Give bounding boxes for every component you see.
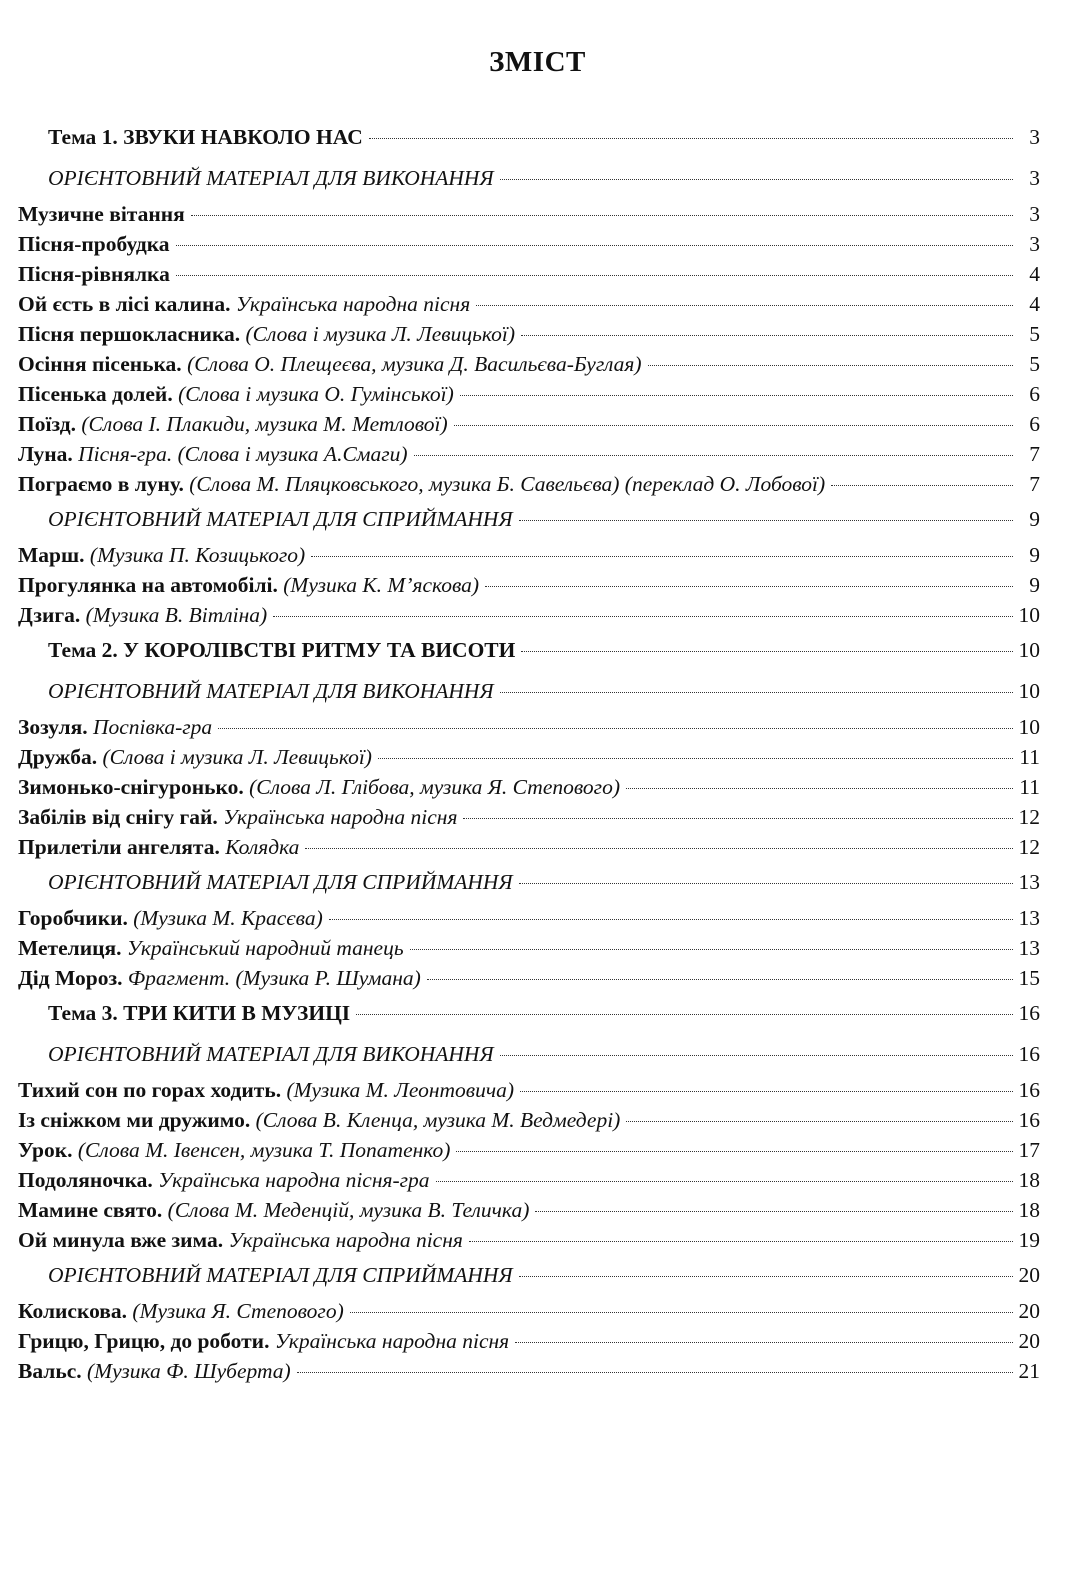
toc-entry-subtitle: (Слова і музика Л. Левицької): [102, 745, 372, 769]
toc-entry-subtitle: Українська народна пісня: [228, 1228, 463, 1252]
toc-entry-subtitle: (Музика М. Красєва): [133, 906, 323, 930]
toc-entry-subtitle: (Музика Я. Степового): [132, 1299, 344, 1323]
theme-title: Тема 1. ЗВУКИ НАВКОЛО НАС: [48, 125, 363, 149]
toc-entry-subtitle: (Музика К. М’яскова): [283, 573, 480, 597]
toc-entry-label: [18, 1356, 291, 1386]
page-number: 10: [1018, 603, 1040, 627]
toc-entry-subtitle: (Музика М. Леонтовича): [286, 1078, 515, 1102]
toc-entry: [18, 409, 1040, 439]
toc-section-heading: [18, 158, 1040, 199]
section-title: ОРІЄНТОВНИЙ МАТЕРІАЛ ДЛЯ ВИКОНАННЯ: [48, 166, 494, 190]
toc-entry: [18, 1326, 1040, 1356]
dot-leader: [273, 615, 1013, 617]
toc-entry-label: [18, 903, 323, 933]
page-number: 15: [1018, 966, 1040, 990]
toc-entry-title: Горобчики.: [18, 906, 128, 930]
toc-entry-subtitle: (Музика П. Козицького): [89, 543, 306, 567]
page-number: 10: [1018, 638, 1040, 662]
dot-leader: [463, 817, 1013, 819]
dot-leader: [176, 274, 1013, 276]
toc-entry-title: Забілів від снігу гай.: [18, 805, 218, 829]
section-title: ОРІЄНТОВНИЙ МАТЕРІАЛ ДЛЯ СПРИЙМАННЯ: [48, 1263, 513, 1287]
dot-leader: [626, 1120, 1013, 1122]
toc-section-heading: [18, 1255, 1040, 1296]
toc-entry-subtitle: Поспівка-гра: [92, 715, 213, 739]
dot-leader: [519, 519, 1013, 521]
toc-entry: [18, 229, 1040, 259]
page-number: 9: [1029, 543, 1040, 567]
toc-entry-title: Марш.: [18, 543, 85, 567]
page-number: 10: [1018, 679, 1040, 703]
toc-section-heading: [18, 671, 1040, 712]
toc-entry: [18, 903, 1040, 933]
page-number: 18: [1018, 1168, 1040, 1192]
toc-entry-label: [18, 963, 421, 993]
toc-entry-label: [18, 1225, 463, 1255]
toc-theme-heading: [18, 630, 1040, 671]
toc-entry-title: Дружба.: [18, 745, 98, 769]
toc-entry: [18, 600, 1040, 630]
dot-leader: [460, 394, 1013, 396]
toc-theme-heading: [18, 993, 1040, 1034]
page-number: 16: [1018, 1078, 1040, 1102]
toc-entry-label: [18, 469, 825, 499]
page-number: 7: [1029, 472, 1040, 496]
dot-leader: [427, 978, 1013, 980]
toc-entry: [18, 319, 1040, 349]
dot-leader: [469, 1240, 1013, 1242]
toc-entry-label: [18, 1135, 450, 1165]
toc-entry: [18, 570, 1040, 600]
toc-entry-title: Колискова.: [18, 1299, 128, 1323]
toc-entry: [18, 832, 1040, 862]
toc-entry-subtitle: (Слова М. Пляцковського, музика Б. Савельєва) (переклад О. Лобової): [189, 472, 826, 496]
toc-entry: [18, 259, 1040, 289]
theme-title: Тема 3. ТРИ КИТИ В МУЗИЦІ: [48, 1001, 351, 1025]
dot-leader: [350, 1311, 1013, 1313]
toc-entry-label: [18, 712, 212, 742]
toc-entry-subtitle: (Музика В. Вітліна): [85, 603, 268, 627]
dot-leader: [454, 424, 1013, 426]
toc-entry-title: Мамине свято.: [18, 1198, 163, 1222]
toc-entry-title: Зимонько-снігуронько.: [18, 775, 244, 799]
page-number: 4: [1029, 292, 1040, 316]
toc-entry-title: Подоляночка.: [18, 1168, 153, 1192]
toc-entry-label: [18, 439, 408, 469]
page-number: 9: [1029, 573, 1040, 597]
toc-entry: [18, 712, 1040, 742]
toc-entry-title: Пісня-пробудка: [18, 232, 170, 256]
toc-entry-title: Пісня-рівнялка: [18, 262, 170, 286]
dot-leader: [535, 1210, 1013, 1212]
toc-entry-label: [18, 259, 170, 289]
toc-entry: [18, 1135, 1040, 1165]
toc-entry-subtitle: Пісня-гра. (Слова і музика А.Смаги): [78, 442, 408, 466]
toc-entry-subtitle: (Слова М. Івенсен, музика Т. Попатенко): [77, 1138, 451, 1162]
page-number: 11: [1019, 745, 1040, 769]
toc-entry-label: [18, 319, 515, 349]
toc-entry-subtitle: (Музика Ф. Шуберта): [87, 1359, 291, 1383]
toc-entry-label: [18, 933, 404, 963]
page-number: 13: [1018, 936, 1040, 960]
toc-entry-subtitle: Фрагмент. (Музика Р. Шумана): [127, 966, 421, 990]
toc-entry-title: Осіння пісенька.: [18, 352, 182, 376]
toc-entry-subtitle: Українська народна пісня: [223, 805, 458, 829]
toc-entry: [18, 540, 1040, 570]
dot-leader: [500, 178, 1013, 180]
page-number: 21: [1018, 1359, 1040, 1383]
toc-entry-label: [18, 1296, 344, 1326]
section-title: ОРІЄНТОВНИЙ МАТЕРІАЛ ДЛЯ ВИКОНАННЯ: [48, 1042, 494, 1066]
section-title: ОРІЄНТОВНИЙ МАТЕРІАЛ ДЛЯ СПРИЙМАННЯ: [48, 870, 513, 894]
dot-leader: [648, 364, 1014, 366]
toc-entry-title: Луна.: [18, 442, 73, 466]
dot-leader: [520, 1090, 1013, 1092]
dot-leader: [218, 727, 1013, 729]
dot-leader: [297, 1371, 1013, 1373]
page-number: 17: [1018, 1138, 1040, 1162]
page-number: 20: [1018, 1329, 1040, 1353]
toc-entry-label: [18, 1165, 430, 1195]
toc-entry: [18, 379, 1040, 409]
toc-entry-title: Поїзд.: [18, 412, 76, 436]
toc-entry-title: Пісня першокласника.: [18, 322, 241, 346]
toc-entry-title: Музичне вітання: [18, 202, 185, 226]
page-number: 11: [1019, 775, 1040, 799]
toc-entry-subtitle: Українська народна пісня: [235, 292, 471, 316]
toc-entry-title: Вальс.: [18, 1359, 82, 1383]
toc-entry-label: [18, 742, 372, 772]
toc-entry-subtitle: (Слова і музика Л. Левицької): [245, 322, 515, 346]
toc-entry-label: [18, 1075, 514, 1105]
toc-entry-label: [18, 772, 620, 802]
page-number: 5: [1029, 322, 1040, 346]
page-number: 19: [1018, 1228, 1040, 1252]
dot-leader: [626, 787, 1013, 789]
toc-entry-subtitle: (Слова Л. Глібова, музика Я. Степового): [249, 775, 620, 799]
toc-entry-label: [18, 1326, 509, 1356]
dot-leader: [519, 882, 1013, 884]
dot-leader: [521, 334, 1013, 336]
toc-entry-subtitle: (Слова І. Плакиди, музика М. Метлової): [81, 412, 448, 436]
toc-entry-title: Пісенька долей.: [18, 382, 173, 406]
page-number: 5: [1029, 352, 1040, 376]
toc-entry-label: [18, 600, 267, 630]
dot-leader: [476, 304, 1013, 306]
toc-entry-title: Зозуля.: [18, 715, 88, 739]
page-number: 16: [1018, 1001, 1040, 1025]
dot-leader: [176, 244, 1013, 246]
toc-entry-label: [18, 379, 454, 409]
toc-entry: [18, 1105, 1040, 1135]
page-number: 20: [1018, 1299, 1040, 1323]
dot-leader: [831, 484, 1013, 486]
toc-entry-title: Ой єсть в лісі калина.: [18, 292, 231, 316]
toc-entry: [18, 963, 1040, 993]
toc-entry: [18, 1225, 1040, 1255]
toc-entry-label: [18, 1195, 529, 1225]
dot-leader: [311, 555, 1013, 557]
toc-section-heading: [18, 1034, 1040, 1075]
dot-leader: [356, 1013, 1013, 1015]
toc-entry-title: Тихий сон по горах ходить.: [18, 1078, 282, 1102]
toc-entry-title: Дід Мороз.: [18, 966, 123, 990]
toc-entry-subtitle: (Слова і музика О. Гумінської): [178, 382, 454, 406]
toc-section-heading: [18, 862, 1040, 903]
page-number: 16: [1018, 1042, 1040, 1066]
dot-leader: [191, 214, 1013, 216]
page-number: 6: [1029, 382, 1040, 406]
page-title: ЗМІСТ: [489, 46, 586, 78]
theme-title: Тема 2. У КОРОЛІВСТВІ РИТМУ ТА ВИСОТИ: [48, 638, 516, 662]
dot-leader: [436, 1180, 1013, 1182]
toc-entry: [18, 1195, 1040, 1225]
toc-entry-title: Грицю, Грицю, до роботи.: [18, 1329, 270, 1353]
dot-leader: [521, 650, 1013, 652]
toc-entry-title: Урок.: [18, 1138, 73, 1162]
toc-entry-label: [18, 229, 170, 259]
toc-section-heading: [18, 499, 1040, 540]
dot-leader: [500, 1054, 1013, 1056]
toc-entry: [18, 1165, 1040, 1195]
page-number: 20: [1018, 1263, 1040, 1287]
toc-entry: [18, 1356, 1040, 1386]
toc-entry-title: Ой минула вже зима.: [18, 1228, 224, 1252]
toc-entry: [18, 469, 1040, 499]
page-number: 4: [1029, 262, 1040, 286]
dot-leader: [414, 454, 1013, 456]
toc-entry-subtitle: (Слова В. Кленца, музика М. Ведмедері): [255, 1108, 621, 1132]
toc-entry-subtitle: (Слова М. Меденцій, музика В. Теличка): [167, 1198, 530, 1222]
page-number: 3: [1029, 232, 1040, 256]
page-number: 13: [1018, 906, 1040, 930]
toc-entry: [18, 1075, 1040, 1105]
section-title: ОРІЄНТОВНИЙ МАТЕРІАЛ ДЛЯ ВИКОНАННЯ: [48, 679, 494, 703]
toc-entry-label: [18, 199, 185, 229]
dot-leader: [410, 948, 1013, 950]
toc-entry: [18, 742, 1040, 772]
page-number: 12: [1018, 805, 1040, 829]
dot-leader: [305, 847, 1013, 849]
toc-entry-label: [18, 802, 457, 832]
toc-entry-label: [18, 1105, 620, 1135]
dot-leader: [485, 585, 1013, 587]
dot-leader: [500, 691, 1013, 693]
toc-entry: [18, 933, 1040, 963]
page-number: 13: [1018, 870, 1040, 894]
toc-entry: [18, 199, 1040, 229]
page-number: 10: [1018, 715, 1040, 739]
toc-entry-title: Дзига.: [18, 603, 81, 627]
page-number: 9: [1029, 507, 1040, 531]
toc-entry-label: [18, 409, 448, 439]
table-of-contents: [18, 117, 1040, 1386]
dot-leader: [456, 1150, 1013, 1152]
toc-entry: [18, 439, 1040, 469]
page-number: 6: [1029, 412, 1040, 436]
dot-leader: [378, 757, 1013, 759]
toc-entry-subtitle: Українська народна пісня-гра: [158, 1168, 430, 1192]
toc-entry-label: [18, 349, 642, 379]
toc-entry-subtitle: (Слова О. Плещеєва, музика Д. Васильєва-Буглая): [187, 352, 642, 376]
toc-entry-subtitle: Українська народна пісня: [274, 1329, 510, 1353]
toc-entry-title: Прилетіли ангелята.: [18, 835, 220, 859]
section-title: ОРІЄНТОВНИЙ МАТЕРІАЛ ДЛЯ СПРИЙМАННЯ: [48, 507, 513, 531]
page-number: 18: [1018, 1198, 1040, 1222]
toc-entry-label: [18, 832, 299, 862]
dot-leader: [519, 1275, 1013, 1277]
dot-leader: [515, 1341, 1013, 1343]
toc-entry-title: Метелиця.: [18, 936, 122, 960]
page-number: 7: [1029, 442, 1040, 466]
dot-leader: [329, 918, 1013, 920]
toc-entry: [18, 1296, 1040, 1326]
page-number: 3: [1029, 202, 1040, 226]
toc-entry-title: Пограємо в луну.: [18, 472, 184, 496]
toc-entry-title: Із сніжком ми дружимо.: [18, 1108, 251, 1132]
page-number: 3: [1029, 166, 1040, 190]
dot-leader: [369, 137, 1013, 139]
page-number: 12: [1018, 835, 1040, 859]
toc-entry-subtitle: Український народний танець: [126, 936, 404, 960]
toc-entry: [18, 349, 1040, 379]
toc-entry: [18, 772, 1040, 802]
toc-entry-subtitle: Колядка: [225, 835, 300, 859]
toc-entry-label: [18, 540, 305, 570]
toc-entry: [18, 802, 1040, 832]
toc-entry-title: Прогулянка на автомобілі.: [18, 573, 278, 597]
toc-entry-label: [18, 289, 470, 319]
page-number: 3: [1029, 125, 1040, 149]
toc-entry: [18, 289, 1040, 319]
toc-theme-heading: [18, 117, 1040, 158]
toc-entry-label: [18, 570, 479, 600]
page-number: 16: [1018, 1108, 1040, 1132]
